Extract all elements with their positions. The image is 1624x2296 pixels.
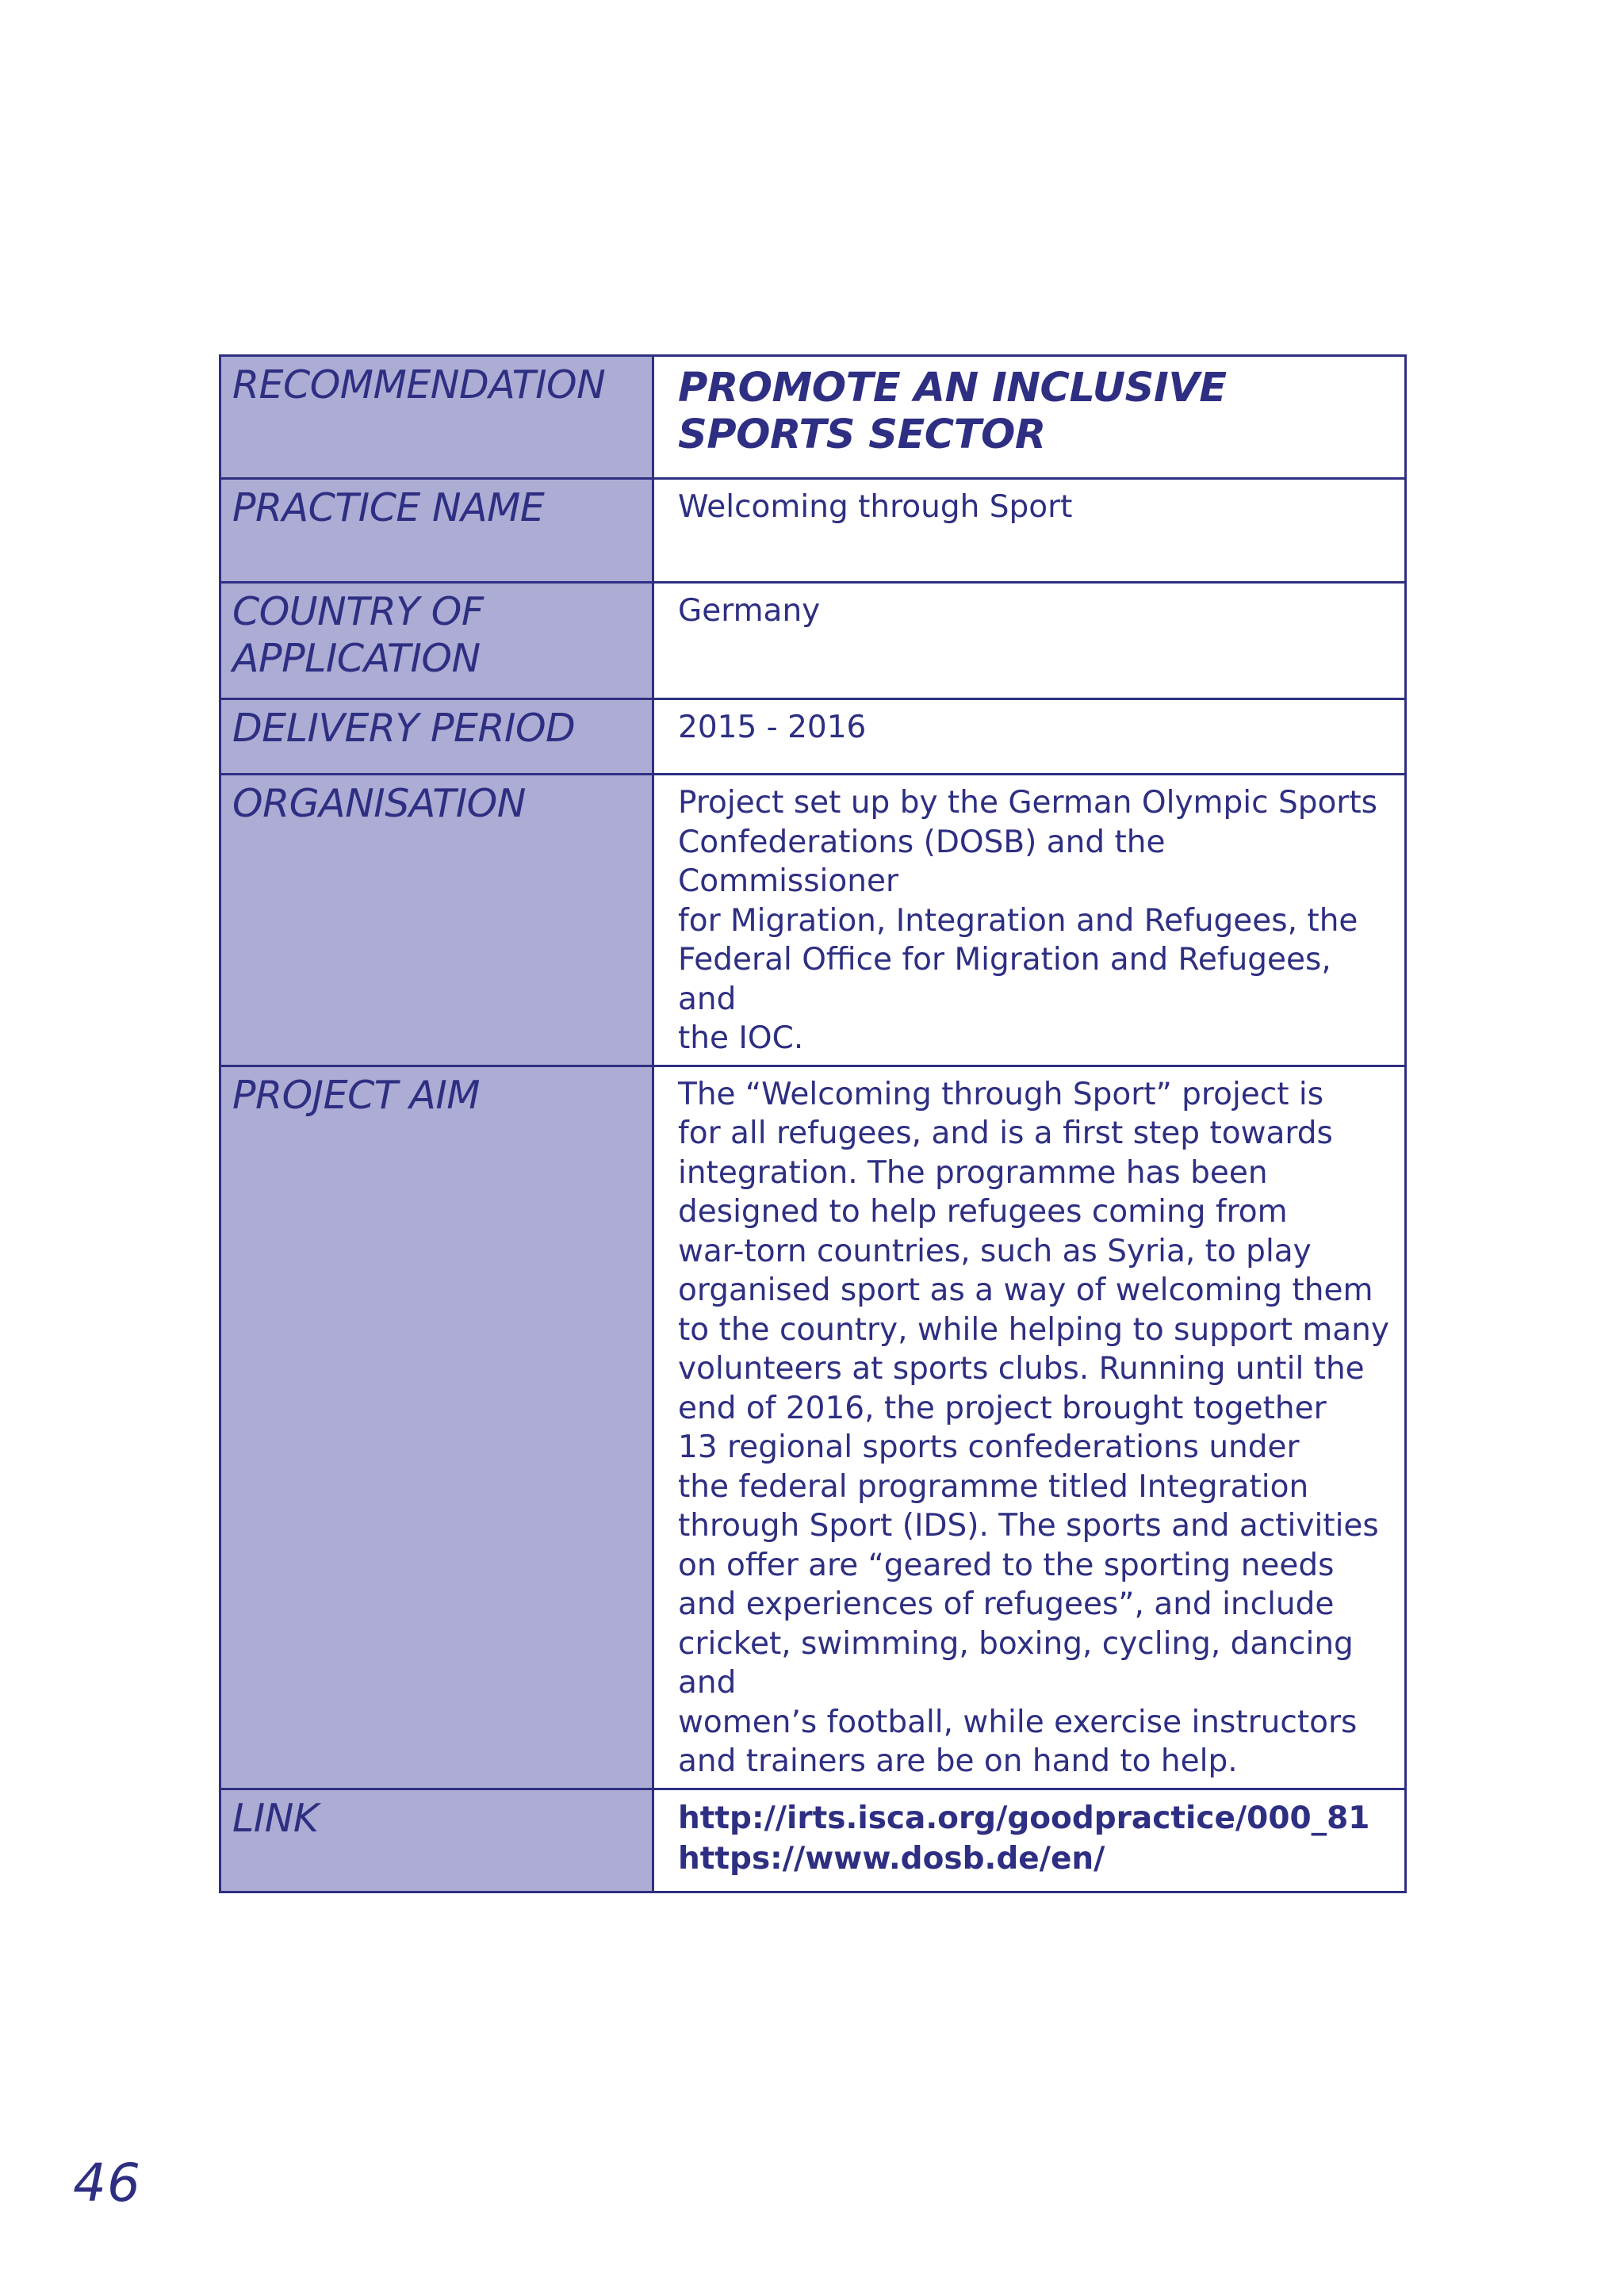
project-aim-label-cell bbox=[220, 1066, 653, 1789]
organisation-value-cell bbox=[653, 775, 1406, 1066]
country-value: Germany bbox=[678, 593, 821, 629]
dosb-link[interactable]: https://www.dosb.de/en/ bbox=[678, 1840, 1105, 1877]
practice-table bbox=[219, 354, 1407, 1893]
table-row-project-aim bbox=[220, 1066, 1406, 1789]
recommendation-label: RECOMMENDATION bbox=[232, 362, 606, 408]
link-label-cell bbox=[220, 1789, 653, 1892]
table-row-delivery-period bbox=[220, 699, 1406, 775]
delivery-period-value-cell bbox=[653, 699, 1406, 775]
organisation-value: Project set up by the German Olympic Sports Confederations (DOSB) and the Commissioner for Migration, Integration and Refugees, the Federal Office for Migration and Refugees, and the IOC. bbox=[678, 785, 1377, 1056]
link-label: LINK bbox=[232, 1795, 319, 1841]
project-aim-value-cell bbox=[653, 1066, 1406, 1789]
organisation-label-cell bbox=[220, 775, 653, 1066]
delivery-period-label-cell bbox=[220, 699, 653, 775]
page-number: 46 bbox=[73, 2152, 141, 2214]
practice-name-label: PRACTICE NAME bbox=[232, 485, 545, 530]
table-row-organisation bbox=[220, 775, 1406, 1066]
table-row-practice-name bbox=[220, 479, 1406, 583]
link-value-cell bbox=[653, 1789, 1406, 1892]
delivery-period-value: 2015 - 2016 bbox=[678, 710, 867, 745]
country-value-cell bbox=[653, 583, 1406, 699]
country-label: COUNTRY OF APPLICATION bbox=[232, 589, 484, 681]
table-row-link bbox=[220, 1789, 1406, 1892]
table-row-country bbox=[220, 583, 1406, 699]
practice-name-value-cell bbox=[653, 479, 1406, 583]
isca-goodpractice-link[interactable]: http://irts.isca.org/goodpractice/000_81 bbox=[678, 1800, 1370, 1836]
country-label-cell bbox=[220, 583, 653, 699]
practice-name-value: Welcoming through Sport bbox=[678, 489, 1073, 525]
organisation-label: ORGANISATION bbox=[232, 781, 526, 826]
table-row-recommendation bbox=[220, 356, 1406, 479]
project-aim-label: PROJECT AIM bbox=[232, 1072, 481, 1118]
recommendation-label-cell bbox=[220, 356, 653, 479]
recommendation-value: PROMOTE AN INCLUSIVE SPORTS SECTOR bbox=[678, 365, 1227, 458]
project-aim-value: The “Welcoming through Sport” project is for all refugees, and is a first step towards integration. The programme has been designed to help refugees coming from war-torn countries, such as Syria, to play organised sport as a way of welcoming them to the country, while helping to support many volunteers at sports clubs. Running until the end of 2016, the project brought together 13 regional sports confederations under the federal programme titled Integration through Sport (IDS). The sports and activities on offer are “geared to the sporting needs and experiences of refugees”, and include cricket, swimming, boxing, cycling, dancing and women’s football, while exercise instructors and trainers are be on hand to help. bbox=[678, 1076, 1389, 1779]
recommendation-value-cell bbox=[653, 356, 1406, 479]
delivery-period-label: DELIVERY PERIOD bbox=[232, 706, 576, 751]
practice-name-label-cell bbox=[220, 479, 653, 583]
